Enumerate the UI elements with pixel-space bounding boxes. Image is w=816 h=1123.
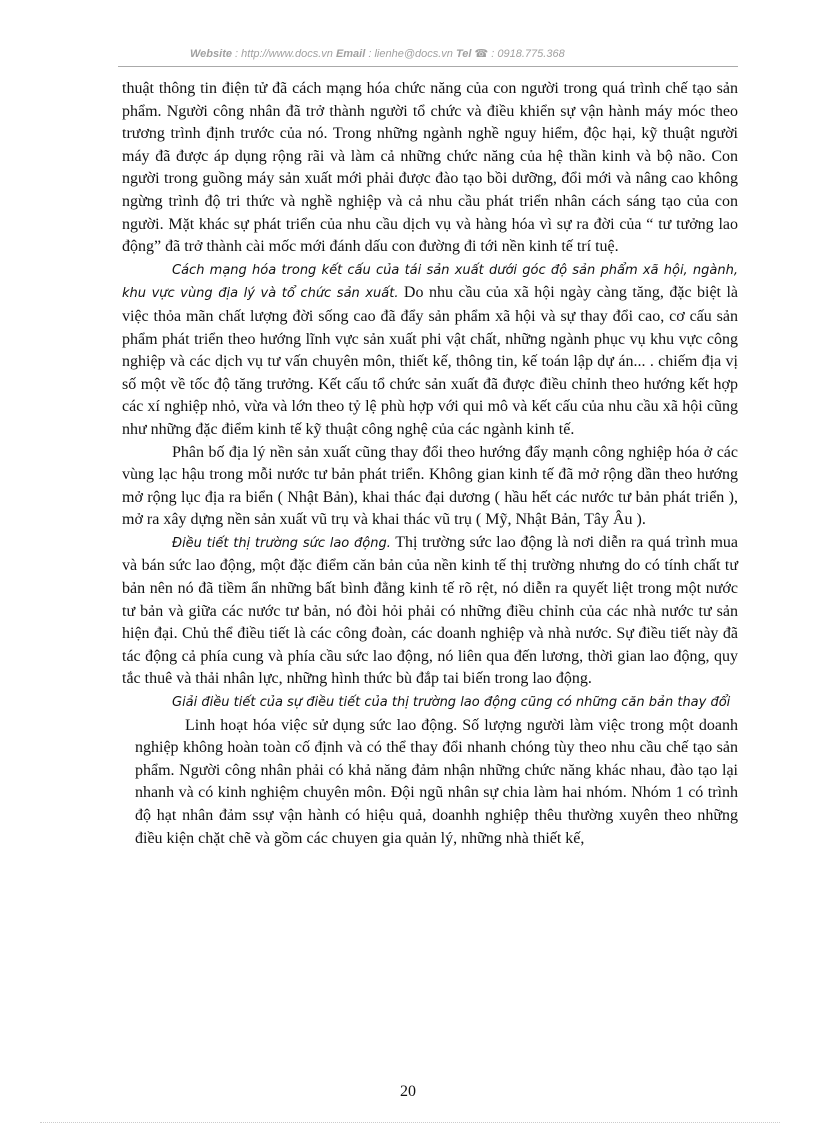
website-value: : http://www.docs.vn <box>235 48 333 60</box>
paragraph-2-text: Do nhu cầu của xã hội ngày càng tăng, đặc biệt là việc thỏa mãn chất lượng đời sống cao đã đẩy sản phẩm xã hội và sự thay đổi cao, cơ cấu sản phẩm phát triển theo hướng lĩnh vực sản xuất phi vật chất, những ngành phục vụ khu vực công nghiệp và các dịch vụ tư vấn chuyên môn, thiết kế, thông tin, kế toán lập dự án... . chiếm địa vị số một về tốc độ tăng trưởng. Kết cấu tổ chức sản xuất đã được điều chỉnh theo hướng kết hợp các xí nghiệp nhỏ, vừa và lớn theo tỷ lệ phù hợp với qui mô và kết cấu của nhu cầu xã hội cũng như những đặc điểm kinh tế kỹ thuật công nghệ của các ngành kinh tế. <box>122 284 738 438</box>
paragraph-4-heading: Điều tiết thị trường sức lao động. <box>172 535 391 551</box>
paragraph-4-text: Thị trường sức lao động là nơi diễn ra quá trình mua và bán sức lao động, một đặc điểm căn bản của nền kinh tế thị trường nhưng do có tính chất tư bản nên nó đã tiềm ẩn những bất bình đẳng kinh tế rõ rệt, nó diễn ra quyết liệt trong một nước tư bản và giữa các nước tư bản, nó đòi hỏi phải có những điều chỉnh của các nhà nước tư sản hiện đại. Chủ thể điều tiết là các công đoàn, các doanh nghiệp và nhà nước. Sự điều tiết này đã tác động cả phía cung và phía cầu sức lao động, nó liên qua đến lương, thời gian lao động, quy tắc thuê và thải nhân lực, những hình thức bù đắp tai biến trong lao động. <box>122 533 738 688</box>
paragraph-4 <box>122 532 738 691</box>
body-text <box>122 78 738 850</box>
paragraph-1: thuật thông tin điện tử đã cách mạng hóa chức năng của con người trong quá trình chế tạo sản phẩm. Người công nhân đã trở thành người tổ chức và điều khiển sự vận hành máy móc theo trương trình định trước của nó. Trong những ngành nghề nguy hiểm, độc hại, kỹ thuật người máy đã được áp dụng rộng rãi và làm cả những chức năng của hệ thần kinh và bộ não. Con người trong guồng máy sản xuất mới phải được đào tạo bồi dưỡng, đổi mới và nâng cao không ngừng trình độ tri thức và nghề nghiệp và cả nhu cầu phát triển nhân cách sáng tạo của con người. Mặt khác sự phát triển của nhu cầu dịch vụ và hàng hóa vì sự ra đời của “ tư tưởng lao động” đã trở thành cài mốc mới đánh dấu con đường đi tới nền kinh tế trí tuệ. <box>122 80 738 256</box>
paragraph-6: Linh hoạt hóa việc sử dụng sức lao động. Số lượng người làm việc trong một doanh nghiệp không hoàn toàn cố định và có thể thay đổi nhanh chóng tùy theo nhu cầu chế tạo sản phẩm. Người công nhân phải có khả năng đảm nhận những chức năng khác nhau, đào tạo lại nhanh và có kinh nghiệm chuyên môn. Đội ngũ nhân sự chia làm hai nhóm. Nhóm 1 có trình độ hạt nhân đảm ssự vận hành có hiệu quả, doanhh nghiệp thêu thường xuyên theo những điều kiện chặt chẽ và gồm các chuyen gia quản lý, những nhà thiết kế, <box>135 716 738 847</box>
paragraph-5-heading: Giải điều tiết của sự điều tiết của thị trường lao động cũng có những căn bản thay đổi <box>172 695 731 711</box>
tel-label: Tel <box>455 48 472 60</box>
email-value: : lienhe@docs.vn <box>368 48 453 60</box>
paragraph-3: Phân bố địa lý nền sản xuất cũng thay đổi theo hướng đẩy mạnh công nghiệp hóa ở các vùng lạc hậu trong mỗi nước tư bản phát triển. Không gian kinh tế đã mở rộng dần theo hướng mở rộng lục địa ra biển ( Nhật Bản), khai thác đại dương ( hầu hết các nước tư bản phát triển ), mở ra xây dựng nền sản xuất vũ trụ và khai thác vũ trụ ( Mỹ, Nhật Bản, Tây Âu ). <box>122 443 738 529</box>
page-header <box>190 47 670 60</box>
paragraph-2-heading: Cách mạng hóa trong kết cấu của tái sản xuất dưới góc độ sản phẩm xã hội, ngành, khu vực vùng địa lý và tổ chức sản xuất. <box>122 262 738 302</box>
tel-value: ☎ : 0918.775.368 <box>474 48 565 60</box>
page-number: 20 <box>400 1083 416 1100</box>
website-label: Website <box>190 48 232 60</box>
paragraph-2 <box>122 259 738 442</box>
paragraph-5 <box>122 691 738 715</box>
header-divider <box>118 66 738 67</box>
email-label: Email <box>335 48 366 60</box>
